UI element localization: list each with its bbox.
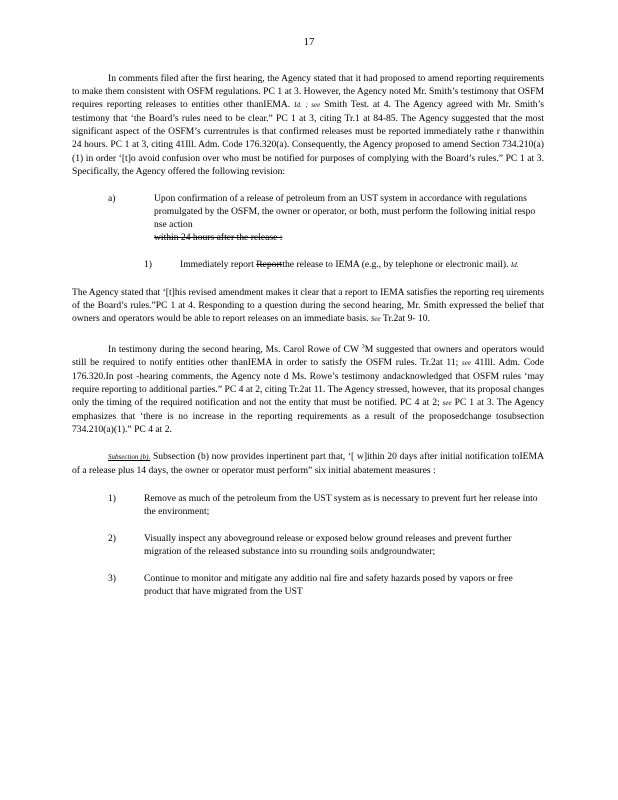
page-number: 17 — [303, 36, 315, 48]
item-label: 3) — [108, 572, 116, 584]
item-text: Continue to monitor and mitigate any additio nal fire and safety hazards posed by vapors or free product that have migrated from the UST — [144, 572, 513, 597]
paragraph-agency-stated — [72, 286, 544, 326]
revision-item-a — [72, 192, 544, 244]
item-text: Immediately report Reportthe release to IEMA (e.g., by telephone or electronic mail). Id. — [180, 259, 519, 271]
id-citation: Id. — [510, 261, 519, 270]
abatement-measure-3 — [72, 572, 544, 598]
see-signal: see — [462, 358, 471, 367]
subsection-heading: Subsection (b). — [108, 453, 151, 462]
abatement-measure-2 — [72, 532, 544, 558]
item-text: Visually inspect any aboveground release or exposed below ground releases and prevent further migration of the released substance into su rrounding soils andgroundwater; — [144, 532, 512, 557]
item-label: 1) — [108, 492, 116, 504]
item-label: 2) — [108, 532, 116, 544]
transcript-citation: Tr.2at 9- 10. — [382, 313, 430, 325]
struck-text: within 24 hours after the release : — [154, 232, 283, 244]
paragraph-comments — [72, 72, 544, 178]
paragraph-subsection-b — [72, 450, 544, 477]
see-signal: see — [442, 399, 452, 408]
paragraph-text: Subsection (b) now provides inpertinent part that, ‘[ w]ithin 20 days after initial notification toIEMA of a release plus 14 days, the owner or operator must perform” six initial abatement measures : — [72, 451, 544, 477]
revision-item-1 — [72, 258, 544, 272]
see-signal: See — [370, 315, 381, 324]
abatement-measure-1 — [72, 492, 544, 518]
paragraph-text-continued: Smith Test. at 4. The Agency agreed with Mr. Smith’s testimony that ‘the Board’s rules need to be clear.” PC 1 at 3, citing Tr.1 at 84-85. The Agency suggested that the most significant aspect of the OSFM’s currentrules is that confirmed releases must be reported immediately rathe r thanwithin 24 hours. PC 1 at 3, citing 41Ill. Adm. Code 176.320(a). Consequently, the Agency proposed to amend Section 734.210(a)(1) in order ‘[t]o avoid confusion over who must be notified for purposes of complying with the Board’s rules.” PC 1 at 3. Specifically, the Agency offered the following revision: — [72, 99, 544, 177]
paragraph-text: The Agency stated that ‘[t]his revised amendment makes it clear that a report to IEMA satisfies the reporting req uirements of the Board’s rules.”PC 1 at 4. Responding to a question during the second hearing, Mr. Smith expressed the belief that owners and operators would be able to report releases on an immediate basis. — [72, 287, 544, 325]
see-signal: ; see — [305, 101, 321, 110]
struck-text: Report — [256, 259, 283, 271]
item-text: Upon confirmation of a release of petroleum from an UST system in accordance with regulations promulgated by the OSFM, the owner or operator, or both, must perform the following initial respo nse action within 24 hours after the release : — [154, 192, 536, 244]
paragraph-text: In comments filed after the first hearing, the Agency stated that it had proposed to amend reporting requirements to make them consistent with OSFM regulations. PC 1 at 3. However, the Agency noted Mr. Smith’s testimony that OSFM requires reporting releases to entities other thanIEMA. — [72, 73, 544, 111]
item-label: a) — [108, 192, 116, 204]
id-citation: Id. — [294, 101, 302, 110]
superscript: 3 — [361, 343, 365, 350]
item-text: Remove as much of the petroleum from the UST system as is necessary to prevent furt her release into the environment; — [144, 492, 538, 517]
item-label: 1) — [144, 259, 152, 271]
document-body — [72, 72, 544, 598]
paragraph-testimony: In testimony during the second hearing, Ms. Carol Rowe of CW $^3$M suggested that owners and operators would still be required to notify entities other thanIEMA in order to satisfy the OSFM rules. Tr.2at 11; see 41Ill. Adm. Code 176.320.In post -hearing comments, the Agency note d Ms. Rowe’s testimony andacknowledged that OSFM rules ‘may require reporting to additional parties.” PC 4 at 2, citing Tr.2at 11. The Agency stressed, however, that its proposal changes only the timing of the required notification and not the entity that must be notified. PC 4 at 2; see PC 1 at 3. The Agency emphasizes that ‘there is no increase in the reporting requirements as a result of the proposedchange tosubsection 734.210(a)(1).” PC 4 at 2. — [72, 343, 545, 436]
